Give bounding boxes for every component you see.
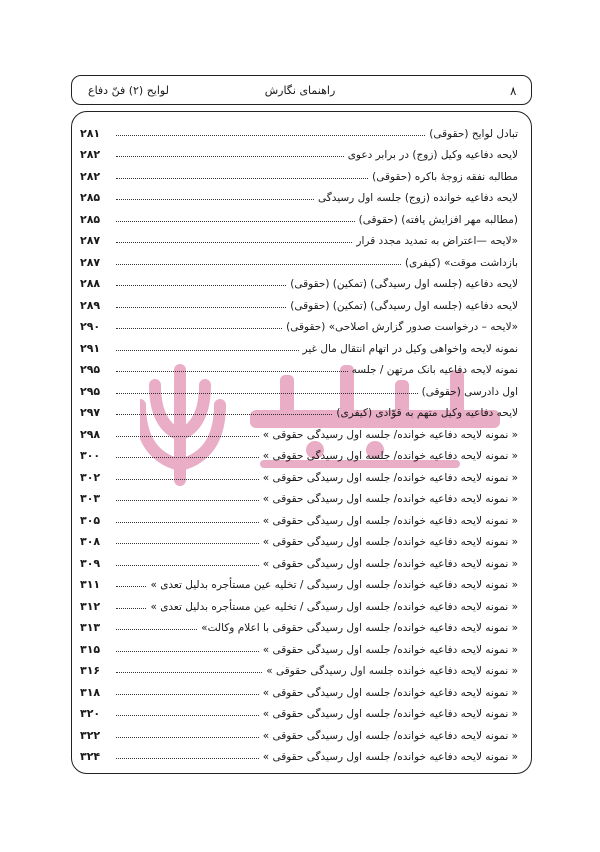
toc-row [80, 118, 518, 140]
dot-leader [116, 371, 348, 372]
toc-entry-page: ۲۹۵ [80, 384, 101, 398]
toc-row [80, 656, 518, 678]
toc-entry-page: ۳۱۵ [80, 642, 101, 656]
toc-row [80, 720, 518, 742]
toc-row [80, 290, 518, 312]
toc-entry-title: «لایحه —اعتراض به تمدید مجدد قرار [356, 235, 518, 247]
toc-row [80, 183, 518, 205]
dot-leader [116, 479, 259, 480]
toc-entry-title: « نمونه لایحه دفاعیه خوانده/ جلسه اول رسیدگی حقوقی » [262, 450, 518, 462]
book-title: لوایح (۲) فنّ دفاع [88, 84, 169, 97]
toc-entry-page: ۳۱۸ [80, 685, 101, 699]
toc-entry-title: لایحه دفاعیه وکیل (زوج) در برابر دعوی [347, 149, 518, 161]
dot-leader [116, 543, 259, 544]
toc-entry-page: ۲۸۵ [80, 212, 101, 226]
toc-row [80, 591, 518, 613]
toc-entry-title: « نمونه لایحه دفاعیه خوانده/ جلسه اول رسیدگی حقوقی » [262, 471, 518, 484]
dot-leader [116, 242, 352, 243]
toc-row [80, 312, 518, 334]
toc-entry-page: ۲۸۷ [80, 234, 101, 247]
toc-row [80, 419, 518, 441]
toc-entry-title: « نمونه لایحه دفاعیه خوانده/ جلسه اول رسیدگی حقوقی » [262, 536, 518, 548]
dot-leader [116, 156, 344, 157]
toc-entry-title: « نمونه لایحه دفاعیه خوانده/ جلسه اول رسیدگی حقوقی » [262, 729, 518, 742]
toc-row [80, 677, 518, 699]
toc-row [80, 333, 518, 355]
toc-entry-title: (مطالبه مهر افزایش یافته) (حقوقی) [358, 213, 518, 226]
toc-row [80, 247, 518, 269]
toc-entry-page: ۳۲۰ [80, 707, 101, 720]
dot-leader [116, 694, 259, 695]
toc-entry-title: « نمونه لایحه دفاعیه خوانده/ جلسه اول رسیدگی / تخلیه عین مستأجره بدلیل تعدی » [150, 600, 518, 613]
dot-leader [116, 565, 259, 566]
dot-leader [116, 629, 197, 630]
toc-entry-page: ۲۸۲ [80, 169, 101, 183]
toc-row [80, 548, 518, 570]
toc-entry-title: اول دادرسی (حقوقی) [421, 385, 518, 398]
toc-entry-title: نمونه لایحه واخواهی وکیل در اتهام انتقال مال غیر [302, 342, 518, 355]
toc-entry-page: ۲۸۵ [80, 191, 101, 204]
dot-leader [116, 328, 282, 329]
toc-entry-page: ۳۱۶ [80, 664, 101, 677]
toc-row [80, 140, 518, 162]
dot-leader [116, 758, 259, 759]
toc-entry-title: « نمونه لایحه دفاعیه خوانده/ جلسه اول رسیدگی حقوقی » [262, 686, 518, 699]
toc-entry-page: ۲۹۵ [80, 363, 101, 376]
toc-row [80, 742, 518, 764]
toc-row [80, 269, 518, 291]
dot-leader [116, 199, 314, 200]
dot-leader [116, 522, 259, 523]
toc-entry-page: ۳۱۳ [80, 621, 101, 634]
toc-row [80, 699, 518, 721]
toc-row [80, 204, 518, 226]
toc-entry-title: « نمونه لایحه دفاعیه خوانده/ جلسه اول رسیدگی حقوقی » [262, 708, 518, 720]
toc-entry-title: « نمونه لایحه دفاعیه خوانده/ جلسه اول رسیدگی حقوقی » [262, 557, 518, 570]
toc-entry-page: ۲۸۱ [80, 126, 101, 140]
toc-entry-page: ۳۱۱ [80, 578, 101, 591]
toc-entry-page: ۳۲۲ [80, 728, 101, 742]
dot-leader [116, 608, 146, 609]
toc-entry-page: ۲۸۹ [80, 298, 101, 312]
toc-row [80, 570, 518, 592]
dot-leader [116, 436, 259, 437]
dot-leader [116, 178, 368, 179]
toc-entry-page: ۲۸۸ [80, 277, 101, 290]
dot-leader [116, 135, 425, 136]
toc-entry-page: ۲۸۷ [80, 255, 101, 269]
toc-entry-title: لایحه دفاعیه (جلسه اول رسیدگی) (تمکین) (حقوقی) [290, 278, 518, 290]
toc-entry-page: ۲۹۸ [80, 427, 101, 441]
toc-entry-page: ۳۰۸ [80, 535, 101, 548]
toc-entry-page: ۳۲۴ [80, 750, 101, 763]
toc-row [80, 505, 518, 527]
toc-entry-title: « نمونه لایحه دفاعیه خوانده/ جلسه اول رسیدگی / تخلیه عین مستأجره بدلیل تعدی » [150, 579, 518, 591]
toc-entry-title: « نمونه لایحه دفاعیه خوانده/ جلسه اول رسیدگی حقوقی با اعلام وکالت» [201, 622, 518, 634]
dot-leader [116, 586, 146, 587]
toc-row [80, 613, 518, 635]
dot-leader [116, 350, 299, 351]
toc-entry-title: « نمونه لایحه دفاعیه خوانده/ جلسه اول رسیدگی حقوقی » [262, 493, 518, 505]
dot-leader [116, 221, 355, 222]
dot-leader [116, 414, 332, 415]
toc-row [80, 441, 518, 463]
toc-entry-title: «لایحه – درخواست صدور گزارش اصلاحی» (حقوقی) [286, 321, 518, 333]
toc-row [80, 527, 518, 549]
toc-entry-page: ۳۱۲ [80, 599, 101, 613]
toc-row [80, 462, 518, 484]
toc-entry-title: « نمونه لایحه دفاعیه خوانده/ جلسه اول رسیدگی حقوقی » [262, 643, 518, 656]
toc-row [80, 634, 518, 656]
toc-entry-title: مطالبه نفقه زوجهٔ باکره (حقوقی) [372, 170, 518, 183]
dot-leader [116, 393, 418, 394]
toc-entry-page: ۲۹۱ [80, 341, 101, 355]
toc-entry-page: ۲۹۷ [80, 406, 101, 419]
toc-entry-title: لایحه دفاعیه خوانده (زوج) جلسه اول رسیدگی [317, 192, 518, 204]
running-title: راهنمای نگارش [264, 84, 336, 97]
toc-entry-title: بازداشت موقت» (کیفری) [404, 256, 518, 269]
toc-row [80, 484, 518, 506]
dot-leader [116, 737, 259, 738]
toc-entry-page: ۳۰۲ [80, 470, 101, 484]
dot-leader [116, 672, 262, 673]
dot-leader [116, 307, 286, 308]
toc-entry-page: ۳۰۰ [80, 449, 101, 462]
page-number: ۸ [510, 84, 517, 98]
toc-entry-title: « نمونه لایحه دفاعیه خوانده/ جلسه اول رسیدگی حقوقی » [262, 514, 518, 527]
toc-row [80, 376, 518, 398]
dot-leader [116, 285, 286, 286]
toc-entry-title: لایحه دفاعیه وکیل متهم به قوّادی (کیفری) [336, 407, 518, 419]
dot-leader [116, 264, 401, 265]
toc-row [80, 398, 518, 420]
toc-row [80, 161, 518, 183]
toc-row [80, 226, 518, 248]
toc-row [80, 355, 518, 377]
dot-leader [116, 651, 259, 652]
toc-entry-title: « نمونه لایحه دفاعیه خوانده/ جلسه اول رسیدگی حقوقی » [262, 751, 518, 763]
table-of-contents [80, 118, 518, 763]
toc-entry-page: ۲۸۲ [80, 148, 101, 161]
toc-entry-title: لایحه دفاعیه (جلسه اول رسیدگی) (تمکین) (حقوقی) [290, 299, 518, 312]
dot-leader [116, 715, 259, 716]
dot-leader [116, 457, 259, 458]
toc-entry-page: ۳۰۹ [80, 556, 101, 570]
toc-entry-page: ۳۰۵ [80, 513, 101, 527]
toc-entry-title: « نمونه لایحه دفاعیه خوانده/ جلسه اول رسیدگی حقوقی » [262, 428, 518, 441]
toc-entry-page: ۲۹۰ [80, 320, 101, 333]
toc-entry-page: ۳۰۳ [80, 492, 101, 505]
toc-entry-title: تبادل لوایح (حقوقی) [429, 127, 518, 140]
dot-leader [116, 500, 259, 501]
toc-entry-title: « نمونه لایحه دفاعیه خوانده جلسه اول رسیدگی حقوقی » [266, 665, 518, 677]
toc-entry-title: نمونه لایحه دفاعیه بانک مرتهن / جلسه [351, 364, 518, 376]
